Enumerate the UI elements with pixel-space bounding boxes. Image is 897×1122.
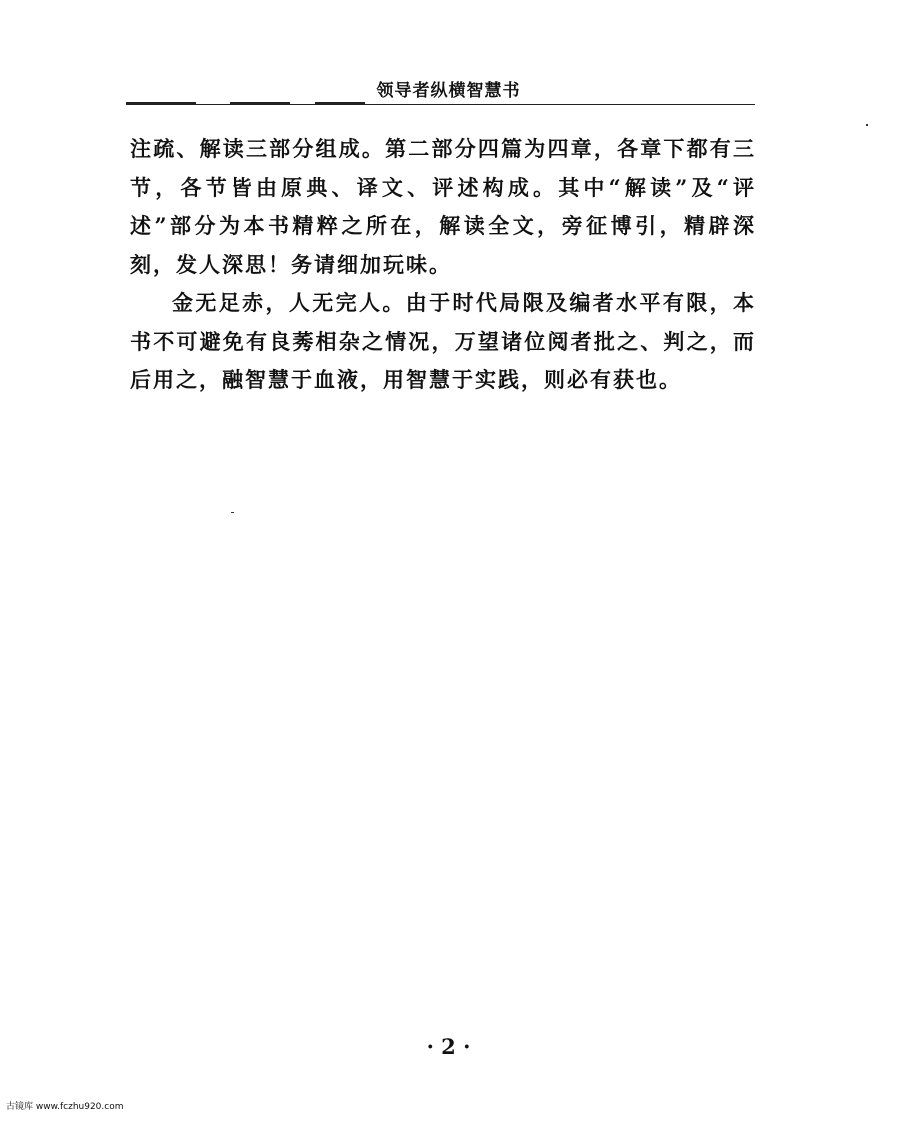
header-rule-segment bbox=[230, 102, 290, 105]
watermark: 古镜库 www.fczhu920.com bbox=[6, 1102, 124, 1112]
page-number: · 2 · bbox=[426, 1034, 471, 1059]
header-rule-segment bbox=[315, 102, 365, 105]
scan-speck bbox=[866, 124, 868, 126]
scan-speck bbox=[231, 512, 234, 513]
header-rule-segment bbox=[126, 102, 196, 105]
paragraph-1: 注疏、解读三部分组成。第二部分四篇为四章，各章下都有三节，各节皆由原典、译文、评述构成。其中“解读”及“评述”部分为本书精粹之所在，解读全文，旁征博引，精辟深刻，发人深思！务请细加玩味。 bbox=[130, 136, 756, 277]
running-header: 领导者纵横智慧书 bbox=[376, 81, 521, 101]
paragraph-2: 金无足赤，人无完人。由于时代局限及编者水平有限，本书不可避免有良莠相杂之情况，万望诸位阅者批之、判之，而后用之，融智慧于血液，用智慧于实践，则必有获也。 bbox=[130, 290, 756, 392]
header-rule bbox=[126, 104, 755, 105]
body-text bbox=[130, 130, 756, 400]
